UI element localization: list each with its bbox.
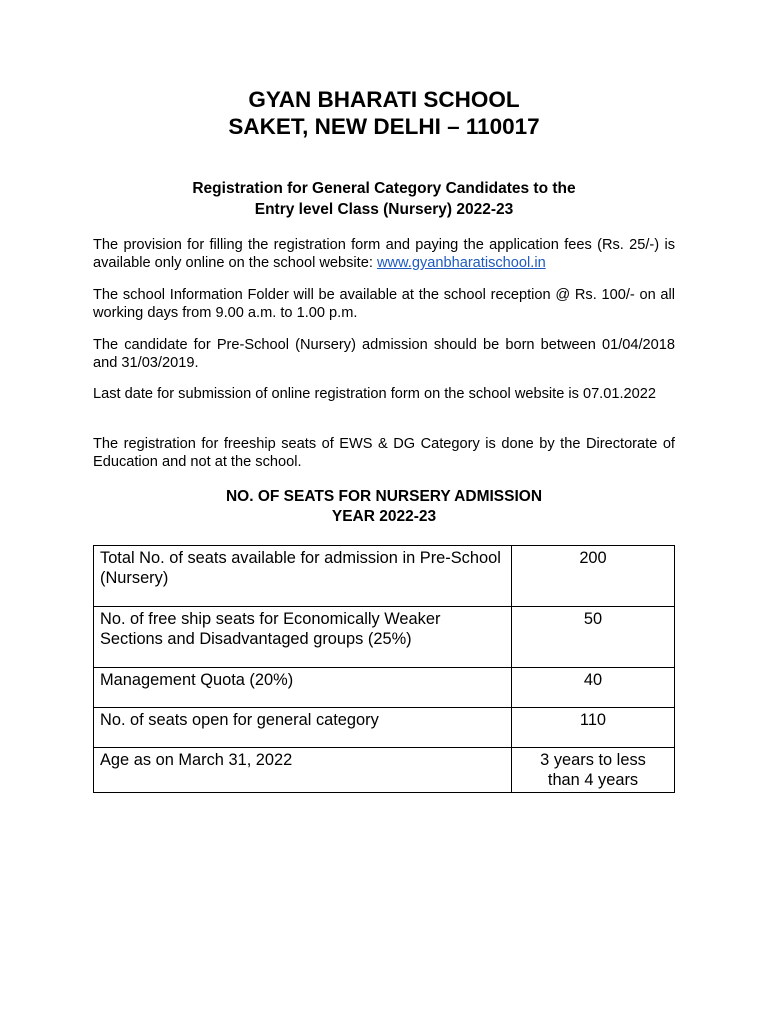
registration-title-line2: Entry level Class (Nursery) 2022-23 <box>254 201 514 218</box>
row-value: 3 years to less than 4 years <box>512 748 675 793</box>
row-value: 110 <box>512 708 675 748</box>
paragraph-birth-date: The candidate for Pre-School (Nursery) admission should be born between 01/04/2018 and 31/03/2019. <box>93 337 675 371</box>
table-row <box>94 546 675 607</box>
table-row <box>94 607 675 668</box>
row-label: Age as on March 31, 2022 <box>94 748 512 793</box>
paragraph-freeship: The registration for freeship seats of EWS & DG Category is done by the Directorate of Education and not at the school. <box>93 436 675 470</box>
school-address: SAKET, NEW DELHI – 110017 <box>228 114 540 139</box>
paragraph-information-folder: The school Information Folder will be available at the school reception @ Rs. 100/- on all working days from 9.00 a.m. to 1.00 p.m. <box>93 287 675 321</box>
row-value: 40 <box>512 668 675 708</box>
row-label: No. of seats open for general category <box>94 708 512 748</box>
table-row <box>94 708 675 748</box>
seats-table <box>93 545 675 793</box>
seats-heading-line1: NO. OF SEATS FOR NURSERY ADMISSION <box>225 488 543 505</box>
row-label: No. of free ship seats for Economically Weaker Sections and Disadvantaged groups (25%) <box>94 607 512 668</box>
row-value: 50 <box>512 607 675 668</box>
row-value: 200 <box>512 546 675 607</box>
paragraph-online-registration <box>93 236 675 272</box>
registration-title-line1: Registration for General Category Candidates to the <box>192 180 576 197</box>
row-label: Management Quota (20%) <box>94 668 512 708</box>
paragraph-online-registration-text: The provision for filling the registration form and paying the application fees (Rs. 25/-) is available only online on the school website: <box>93 237 675 271</box>
row-label: Total No. of seats available for admission in Pre-School (Nursery) <box>94 546 512 607</box>
paragraph-last-date: Last date for submission of online registration form on the school website is 07.01.2022 <box>93 386 656 402</box>
table-row <box>94 668 675 708</box>
school-website-link[interactable]: www.gyanbharatischool.in <box>376 255 546 271</box>
seats-heading-line2: YEAR 2022-23 <box>331 508 437 525</box>
school-name: GYAN BHARATI SCHOOL <box>248 87 520 112</box>
table-row <box>94 748 675 793</box>
